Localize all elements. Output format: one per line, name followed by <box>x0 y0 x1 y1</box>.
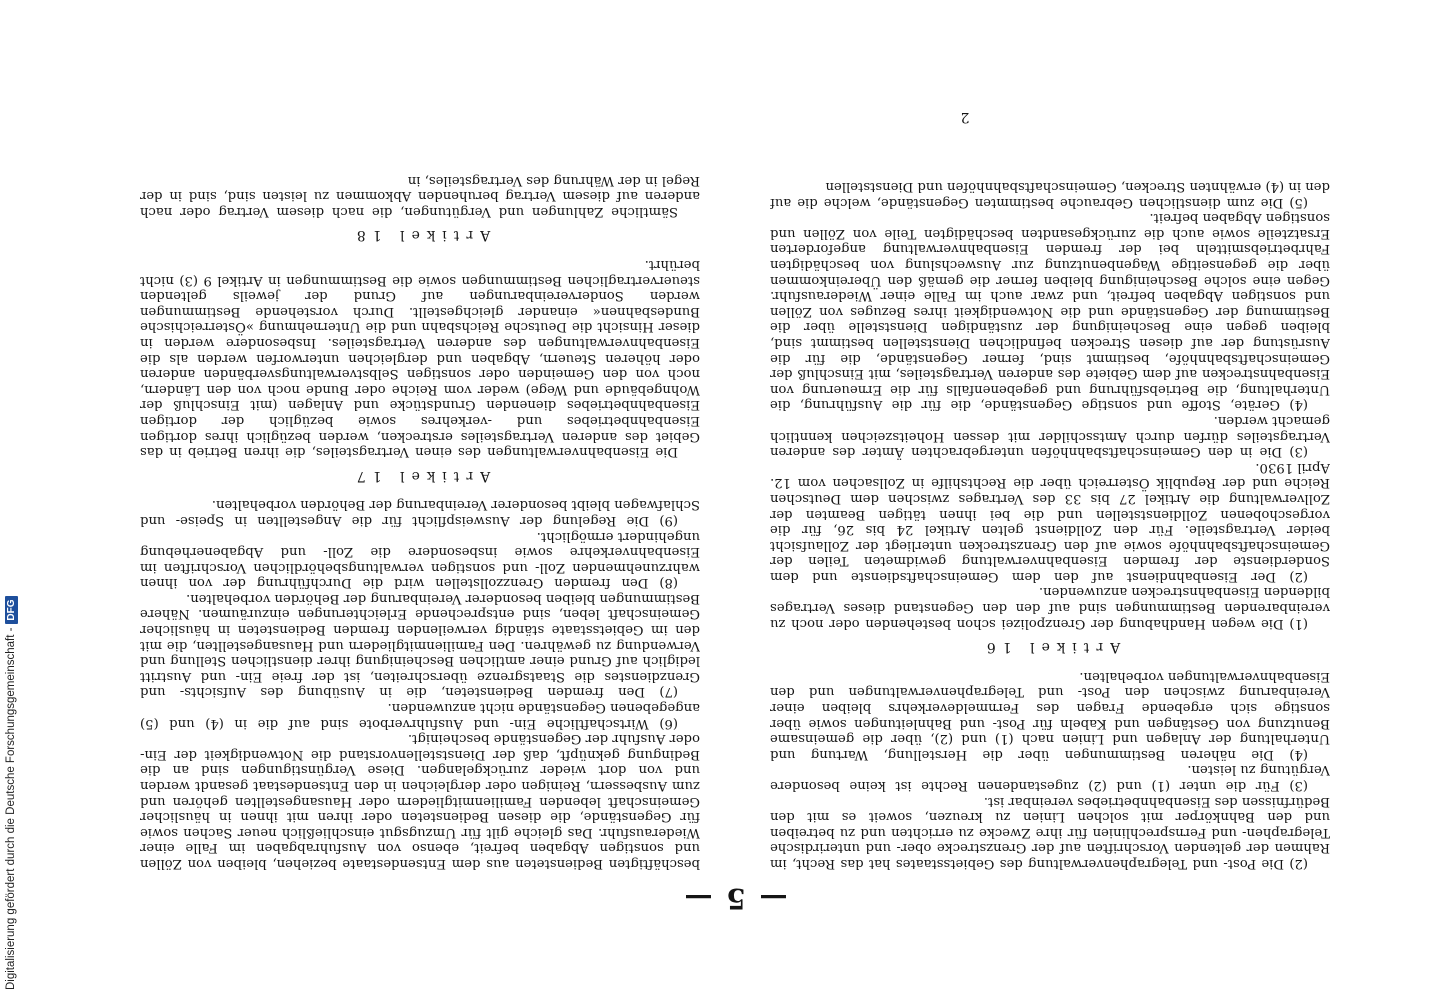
paragraph: (4) Geräte, Stoffe und sonstige Gegenstände, die für die Ausführung, die Unterhaltung, die Betriebsführung und gegebenenfalls für die Erneuerung von Eisenbahnstrecken auf dem Gebiete des anderen Vertragsteiles, mit Einschluß der Gemeinschaftsbahnhöfe, bestimmt sind, ferner Gegenstände, die für die Ausrüstung der auf diesen Strecken befindlichen Dienststellen bestimmt sind, bleiben gegen eine Bescheinigung der zuständigen Dienststelle über die Bestimmung der Gegenstände und die Notwendigkeit ihres Bezuges von Zöllen und sonstigen Abgaben befreit, und zwar auch im Falle einer Wiederausfuhr. Gegen eine solche Bescheinigung bleiben ferner die gemäß den Übereinkommen über die gegenseitige Wagenbenutzung zur Auswechslung von beschädigten Fahrbetriebsmitteln bei der fremden Eisenbahnverwaltung angeforderten Ersatzteile sowie auch die zurückgesandten beschädigten Teile von Zöllen und sonstigen Abgaben befreit. <box>770 210 1330 413</box>
paragraph: (1) Die wegen Handhabung der Grenzpolizei schon bestehenden oder noch zu vereinbarenden Bestimmungen sind auf den den Gegenstand dieses Vertrages bildenden Eisenbahnstrecken anzuwenden. <box>770 584 1330 631</box>
signature-mark: 2 <box>960 109 970 125</box>
paragraph: (9) Die Regelung der Ausweispflicht für die Angestellten in Speise- und Schlafwagen bleibt besonderer Vereinbarung der Behörden vorbehalten. <box>140 497 700 528</box>
funding-note <box>0 590 22 990</box>
paragraph: (7) Den fremden Bediensteten, die in Ausübung des Aufsichts- und Grenzdienstes die Staatsgrenze überschreiten, ist der freie Ein- und Austritt lediglich auf Grund einer amtlichen Bescheinigung ihrer dienstlichen Stellung und Verwendung zu gewähren. Den Familienmitgliedern und Hausangestellten, die mit den im Gebietsstaate ständig verweilenden fremden Bediensteten in häuslicher Gemeinschaft leben, sind entsprechende Erleichterungen einzuräumen. Nähere Bestimmungen bleiben besonderer Vereinbarung der Behörden vorbehalten. <box>140 590 700 700</box>
paragraph: (3) Für die unter (1) und (2) zugestandenen Rechte ist keine besondere Vergütung zu leisten. <box>770 762 1330 794</box>
scanned-page <box>140 85 1330 915</box>
left-column <box>770 91 1330 871</box>
paragraph: (5) Die zum dienstlichen Gebrauche bestimmten Gegenstände, welche die auf den in (4) erwähnten Strecken, Gemeinschaftsbahnhöfen und Dienststellen <box>770 179 1330 210</box>
paragraph: Die Eisenbahnverwaltungen des einen Vertragsteiles, die ihren Betrieb in das Gebiet des anderen Vertragsteiles erstrecken, werden bezüglich ihres dortigen Eisenbahnbetriebes und -verkehres sowie bezüglich der dortigen Eisenbahnbetriebes dienenden Grundstücke und Anlagen (mit Einschluß der Wohngebäude und Wege) weder vom Reiche oder Bunde noch von den Ländern, noch von den Gemeinden oder sonstigen Selbstverwaltungsverbänden anderen oder höheren Steuern, Abgaben und dergleichen unterworfen werden als die Eisenbahnverwaltungen des anderen Vertragsteiles. Insbesondere werden in dieser Hinsicht die Deutsche Reichsbahn und die Unternehmung »Österreichische Bundesbahnen« einander gleichgestellt. Durch vorstehende Bestimmungen werden Sondervereinbarungen auf Grund der jeweils geltenden steuervertraglichen Bestimmungen sowie die Bestimmungen in Artikel 9 (3) nicht berührt. <box>140 257 700 460</box>
paragraph: (8) Den fremden Grenzzollstellen wird die Durchführung der von ihnen wahrzunehmenden Zoll- und sonstigen verwaltungsbehördlichen Vorschriften im Eisenbahnverkehre sowie insbesondere die Zoll- und Abgabenerhebung ungehindert ermöglicht. <box>140 528 700 591</box>
article-heading: Artikel 16 <box>979 639 1121 656</box>
funding-text: Digitalisierung gefördert durch die Deutsche Forschungsgemeinschaft - <box>5 627 17 990</box>
paragraph: (4) Die näheren Bestimmungen über die Herstellung, Wartung und Unterhaltung der Anlagen und Linien nach (1) und (2), über die gemeinsame Benutzung von Gestängen und Kabeln für Post- und Bahnleitungen sowie über sonstige sich ergebende Fragen des Fernmeldeverkehrs bleiben einer Vereinbarung zwischen den Post- und Telegraphenverwaltungen und den Eisenbahnverwaltungen vorbehalten. <box>770 668 1330 762</box>
article-heading: Artikel 17 <box>349 467 491 484</box>
dfg-logo-icon: DFG <box>5 596 18 623</box>
paragraph: (2) Die Post- und Telegraphenverwaltung des Gebietsstaates hat das Recht, im Rahmen der geltenden Vorschriften auf der Grenzstrecke ober- und unterirdische Telegraphen- und Fernsprechlinien für ihre Zwecke zu errichten und zu betreiben und den Bahnkörper mit solchen Linien zu kreuzen, soweit es mit den Bedürfnissen des Eisenbahnbetriebes vereinbar ist. <box>770 793 1330 871</box>
paragraph: (6) Wirtschaftliche Ein- und Ausfuhrverbote sind auf die in (4) und (5) angegebenen Gegenstände nicht anzuwenden. <box>140 700 700 731</box>
paragraph: Sämtliche Zahlungen und Vergütungen, die nach diesem Vertrag oder nach anderen auf diesem Vertrag beruhenden Abkommen zu leisten sind, sind in der Regel in der Währung des Vertragsteiles, in <box>140 172 700 219</box>
article-heading: Artikel 18 <box>349 227 491 244</box>
paragraph: (3) Die in den Gemeinschaftsbahnhöfen untergebrachten Ämter des anderen Vertragsteiles dürfen durch Amtsschilder mit dessen Hoheitszeichen kenntlich gemacht werden. <box>770 412 1330 460</box>
right-column <box>140 91 700 871</box>
paragraph: beschäftigten Bediensteten aus dem Entsendestaate beziehen, bleiben von Zöllen und sonstigen Abgaben befreit, ebenso von Ausfuhrabgaben im Falle einer Wiederausfuhr. Das gleiche gilt für Umzugsgut einschließlich neuer Sachen sowie für Gegenstände, die diesen Bediensteten oder ihren mit ihnen in häuslicher Gemeinschaft lebenden Familienmitgliedern oder Hausangestellten gehören und zum Ausbessern, Reinigen oder dergleichen in den Entsendestaat gesandt werden und von dort wieder zurückgelangen. Diese Vergünstigungen sind an die Bedingung geknüpft, daß der Dienststellenvorstand die Notwendigkeit der Ein- oder Ausfuhr der Gegenstände bescheinigt. <box>140 731 700 871</box>
page-number: — 5 — <box>682 882 788 915</box>
paragraph: (2) Der Eisenbahndienst auf den dem Gemeinschaftsdienste und dem Sonderdienste der fremden Eisenbahnverwaltung gewidmeten Teilen der Gemeinschaftsbahnhöfe sowie auf den Grenzstrecken unterliegt der Zollaufsicht beider Vertragsteile. Für den Zolldienst gelten Artikel 24 bis 26, für die vorgeschobenen Zolldienststellen und die bei ihnen tätigen Beamten der Zollverwaltung die Artikel 27 bis 33 des Vertrages zwischen dem Deutschen Reiche und der Republik Österreich über die Rechtshilfe in Zollsachen vom 12. April 1930. <box>770 459 1330 584</box>
